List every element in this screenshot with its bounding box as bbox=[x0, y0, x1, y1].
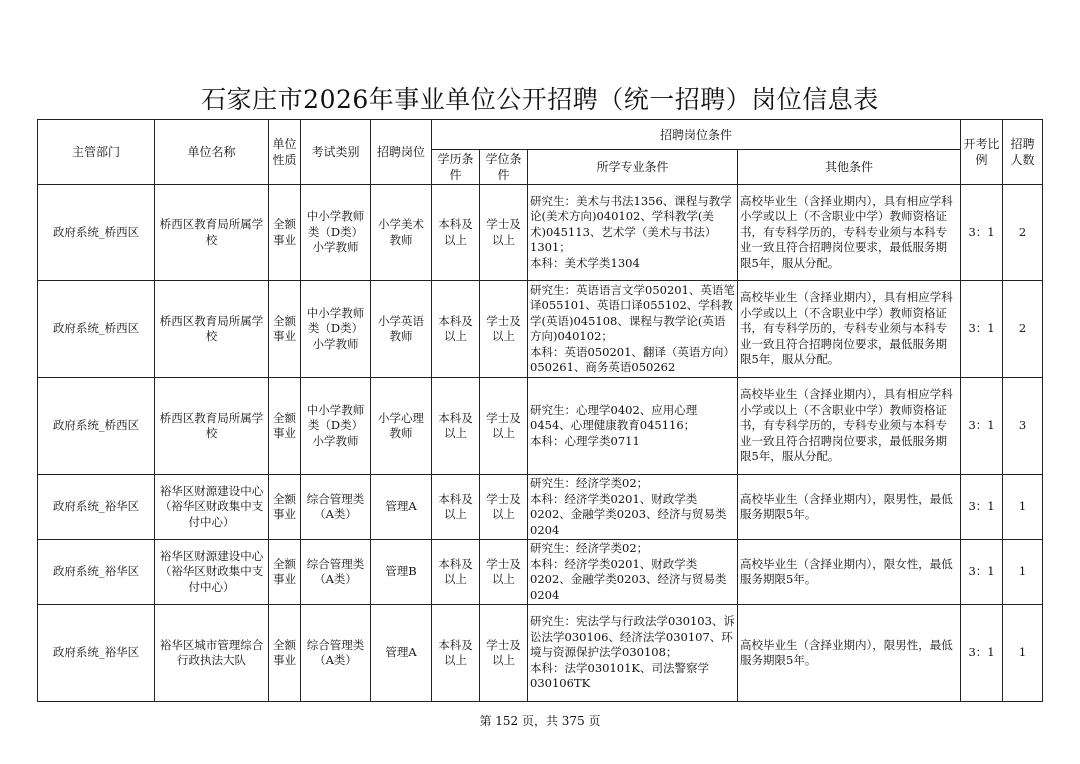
cell-unit: 裕华区财源建设中心（裕华区财政集中支付中心） bbox=[155, 475, 269, 540]
cell-unit: 裕华区财源建设中心（裕华区财政集中支付中心） bbox=[155, 540, 269, 605]
cell-edu: 本科及以上 bbox=[432, 281, 480, 378]
cell-degree: 学士及以上 bbox=[480, 605, 528, 702]
cell-nature: 全额事业 bbox=[269, 281, 301, 378]
cell-count: 2 bbox=[1003, 281, 1043, 378]
cell-other: 高校毕业生（含择业期内），具有相应学科小学或以上（不含职业中学）教师资格证书，有专科学历的，专科专业须与本科专业一致且符合招聘岗位要求，最低服务期限5年，服从分配。 bbox=[738, 378, 961, 475]
cell-ratio: 3：1 bbox=[961, 378, 1003, 475]
cell-other: 高校毕业生（含择业期内），具有相应学科小学或以上（不含职业中学）教师资格证书，有专科学历的，专科专业须与本科专业一致且符合招聘岗位要求，最低服务期限5年，服从分配。 bbox=[738, 185, 961, 281]
cell-dept: 政府系统_桥西区 bbox=[38, 281, 155, 378]
cell-major: 研究生：经济学类02； 本科：经济学类0201、财政学类0202、金融学类0203、经济与贸易类0204 bbox=[528, 475, 738, 540]
cell-other: 高校毕业生（含择业期内），限男性，最低服务期限5年。 bbox=[738, 605, 961, 702]
header-major: 所学专业条件 bbox=[528, 150, 738, 185]
cell-ratio: 3：1 bbox=[961, 475, 1003, 540]
cell-post: 管理B bbox=[371, 540, 432, 605]
header-exam: 考试类别 bbox=[301, 120, 371, 185]
cell-exam: 中小学教师类（D类）小学教师 bbox=[301, 281, 371, 378]
cell-nature: 全额事业 bbox=[269, 605, 301, 702]
cell-count: 2 bbox=[1003, 185, 1043, 281]
cell-major: 研究生：英语语言文学050201、英语笔译055101、英语口译055102、学科教学(英语)045108、课程与教学论(英语方向)040102； 本科：英语050201、翻译（英语方向）050261、商务英语050262 bbox=[528, 281, 738, 378]
page-number: 第 152 页，共 375 页 bbox=[479, 714, 601, 728]
cell-other: 高校毕业生（含择业期内），限女性，最低服务期限5年。 bbox=[738, 540, 961, 605]
cell-major: 研究生：经济学类02； 本科：经济学类0201、财政学类0202、金融学类0203、经济与贸易类0204 bbox=[528, 540, 738, 605]
cell-dept: 政府系统_桥西区 bbox=[38, 378, 155, 475]
header-unit: 单位名称 bbox=[155, 120, 269, 185]
cell-unit: 裕华区城市管理综合行政执法大队 bbox=[155, 605, 269, 702]
header-dept: 主管部门 bbox=[38, 120, 155, 185]
cell-count: 3 bbox=[1003, 378, 1043, 475]
header-degree: 学位条件 bbox=[480, 150, 528, 185]
table-row bbox=[38, 185, 1043, 281]
cell-other: 高校毕业生（含择业期内），限男性，最低服务期限5年。 bbox=[738, 475, 961, 540]
cell-degree: 学士及以上 bbox=[480, 281, 528, 378]
cell-count: 1 bbox=[1003, 540, 1043, 605]
table-row bbox=[38, 281, 1043, 378]
cell-nature: 全额事业 bbox=[269, 378, 301, 475]
cell-ratio: 3：1 bbox=[961, 540, 1003, 605]
cell-nature: 全额事业 bbox=[269, 185, 301, 281]
header-nature: 单位性质 bbox=[269, 120, 301, 185]
cell-degree: 学士及以上 bbox=[480, 540, 528, 605]
header-conditions: 招聘岗位条件 bbox=[432, 120, 961, 150]
cell-post: 小学心理教师 bbox=[371, 378, 432, 475]
header-other: 其他条件 bbox=[738, 150, 961, 185]
cell-major: 研究生：宪法学与行政法学030103、诉讼法学030106、经济法学030107、环境与资源保护法学030108； 本科：法学030101K、司法警察学030106TK bbox=[528, 605, 738, 702]
cell-degree: 学士及以上 bbox=[480, 475, 528, 540]
cell-exam: 综合管理类（A类） bbox=[301, 605, 371, 702]
cell-unit: 桥西区教育局所属学校 bbox=[155, 185, 269, 281]
cell-post: 小学英语教师 bbox=[371, 281, 432, 378]
cell-count: 1 bbox=[1003, 475, 1043, 540]
cell-edu: 本科及以上 bbox=[432, 475, 480, 540]
cell-other: 高校毕业生（含择业期内），具有相应学科小学或以上（不含职业中学）教师资格证书，有专科学历的，专科专业须与本科专业一致且符合招聘岗位要求，最低服务期限5年，服从分配。 bbox=[738, 281, 961, 378]
header-edu: 学历条件 bbox=[432, 150, 480, 185]
cell-post: 小学美术教师 bbox=[371, 185, 432, 281]
cell-dept: 政府系统_裕华区 bbox=[38, 475, 155, 540]
cell-degree: 学士及以上 bbox=[480, 378, 528, 475]
cell-ratio: 3：1 bbox=[961, 185, 1003, 281]
cell-dept: 政府系统_裕华区 bbox=[38, 605, 155, 702]
cell-ratio: 3：1 bbox=[961, 605, 1003, 702]
header-post: 招聘岗位 bbox=[371, 120, 432, 185]
cell-edu: 本科及以上 bbox=[432, 540, 480, 605]
cell-nature: 全额事业 bbox=[269, 540, 301, 605]
cell-degree: 学士及以上 bbox=[480, 185, 528, 281]
cell-unit: 桥西区教育局所属学校 bbox=[155, 378, 269, 475]
table-row bbox=[38, 605, 1043, 702]
cell-dept: 政府系统_桥西区 bbox=[38, 185, 155, 281]
cell-exam: 中小学教师类（D类）小学教师 bbox=[301, 378, 371, 475]
cell-post: 管理A bbox=[371, 605, 432, 702]
cell-exam: 中小学教师类（D类）小学教师 bbox=[301, 185, 371, 281]
cell-edu: 本科及以上 bbox=[432, 378, 480, 475]
cell-major: 研究生：美术与书法1356、课程与教学论(美术方向)040102、学科教学(美术)045113、艺术学（美术与书法）1301； 本科：美术学类1304 bbox=[528, 185, 738, 281]
page-title: 石家庄市2026年事业单位公开招聘（统一招聘）岗位信息表 bbox=[201, 85, 879, 114]
header-ratio: 开考比例 bbox=[961, 120, 1003, 185]
cell-ratio: 3：1 bbox=[961, 281, 1003, 378]
cell-nature: 全额事业 bbox=[269, 475, 301, 540]
cell-unit: 桥西区教育局所属学校 bbox=[155, 281, 269, 378]
table-row bbox=[38, 540, 1043, 605]
table-row bbox=[38, 378, 1043, 475]
cell-exam: 综合管理类（A类） bbox=[301, 475, 371, 540]
cell-dept: 政府系统_裕华区 bbox=[38, 540, 155, 605]
table-row bbox=[38, 475, 1043, 540]
cell-post: 管理A bbox=[371, 475, 432, 540]
cell-count: 1 bbox=[1003, 605, 1043, 702]
job-info-table bbox=[37, 119, 1043, 702]
cell-exam: 综合管理类（A类） bbox=[301, 540, 371, 605]
cell-edu: 本科及以上 bbox=[432, 605, 480, 702]
cell-edu: 本科及以上 bbox=[432, 185, 480, 281]
header-count: 招聘人数 bbox=[1003, 120, 1043, 185]
cell-major: 研究生：心理学0402、应用心理0454、心理健康教育045116； 本科：心理学类0711 bbox=[528, 378, 738, 475]
